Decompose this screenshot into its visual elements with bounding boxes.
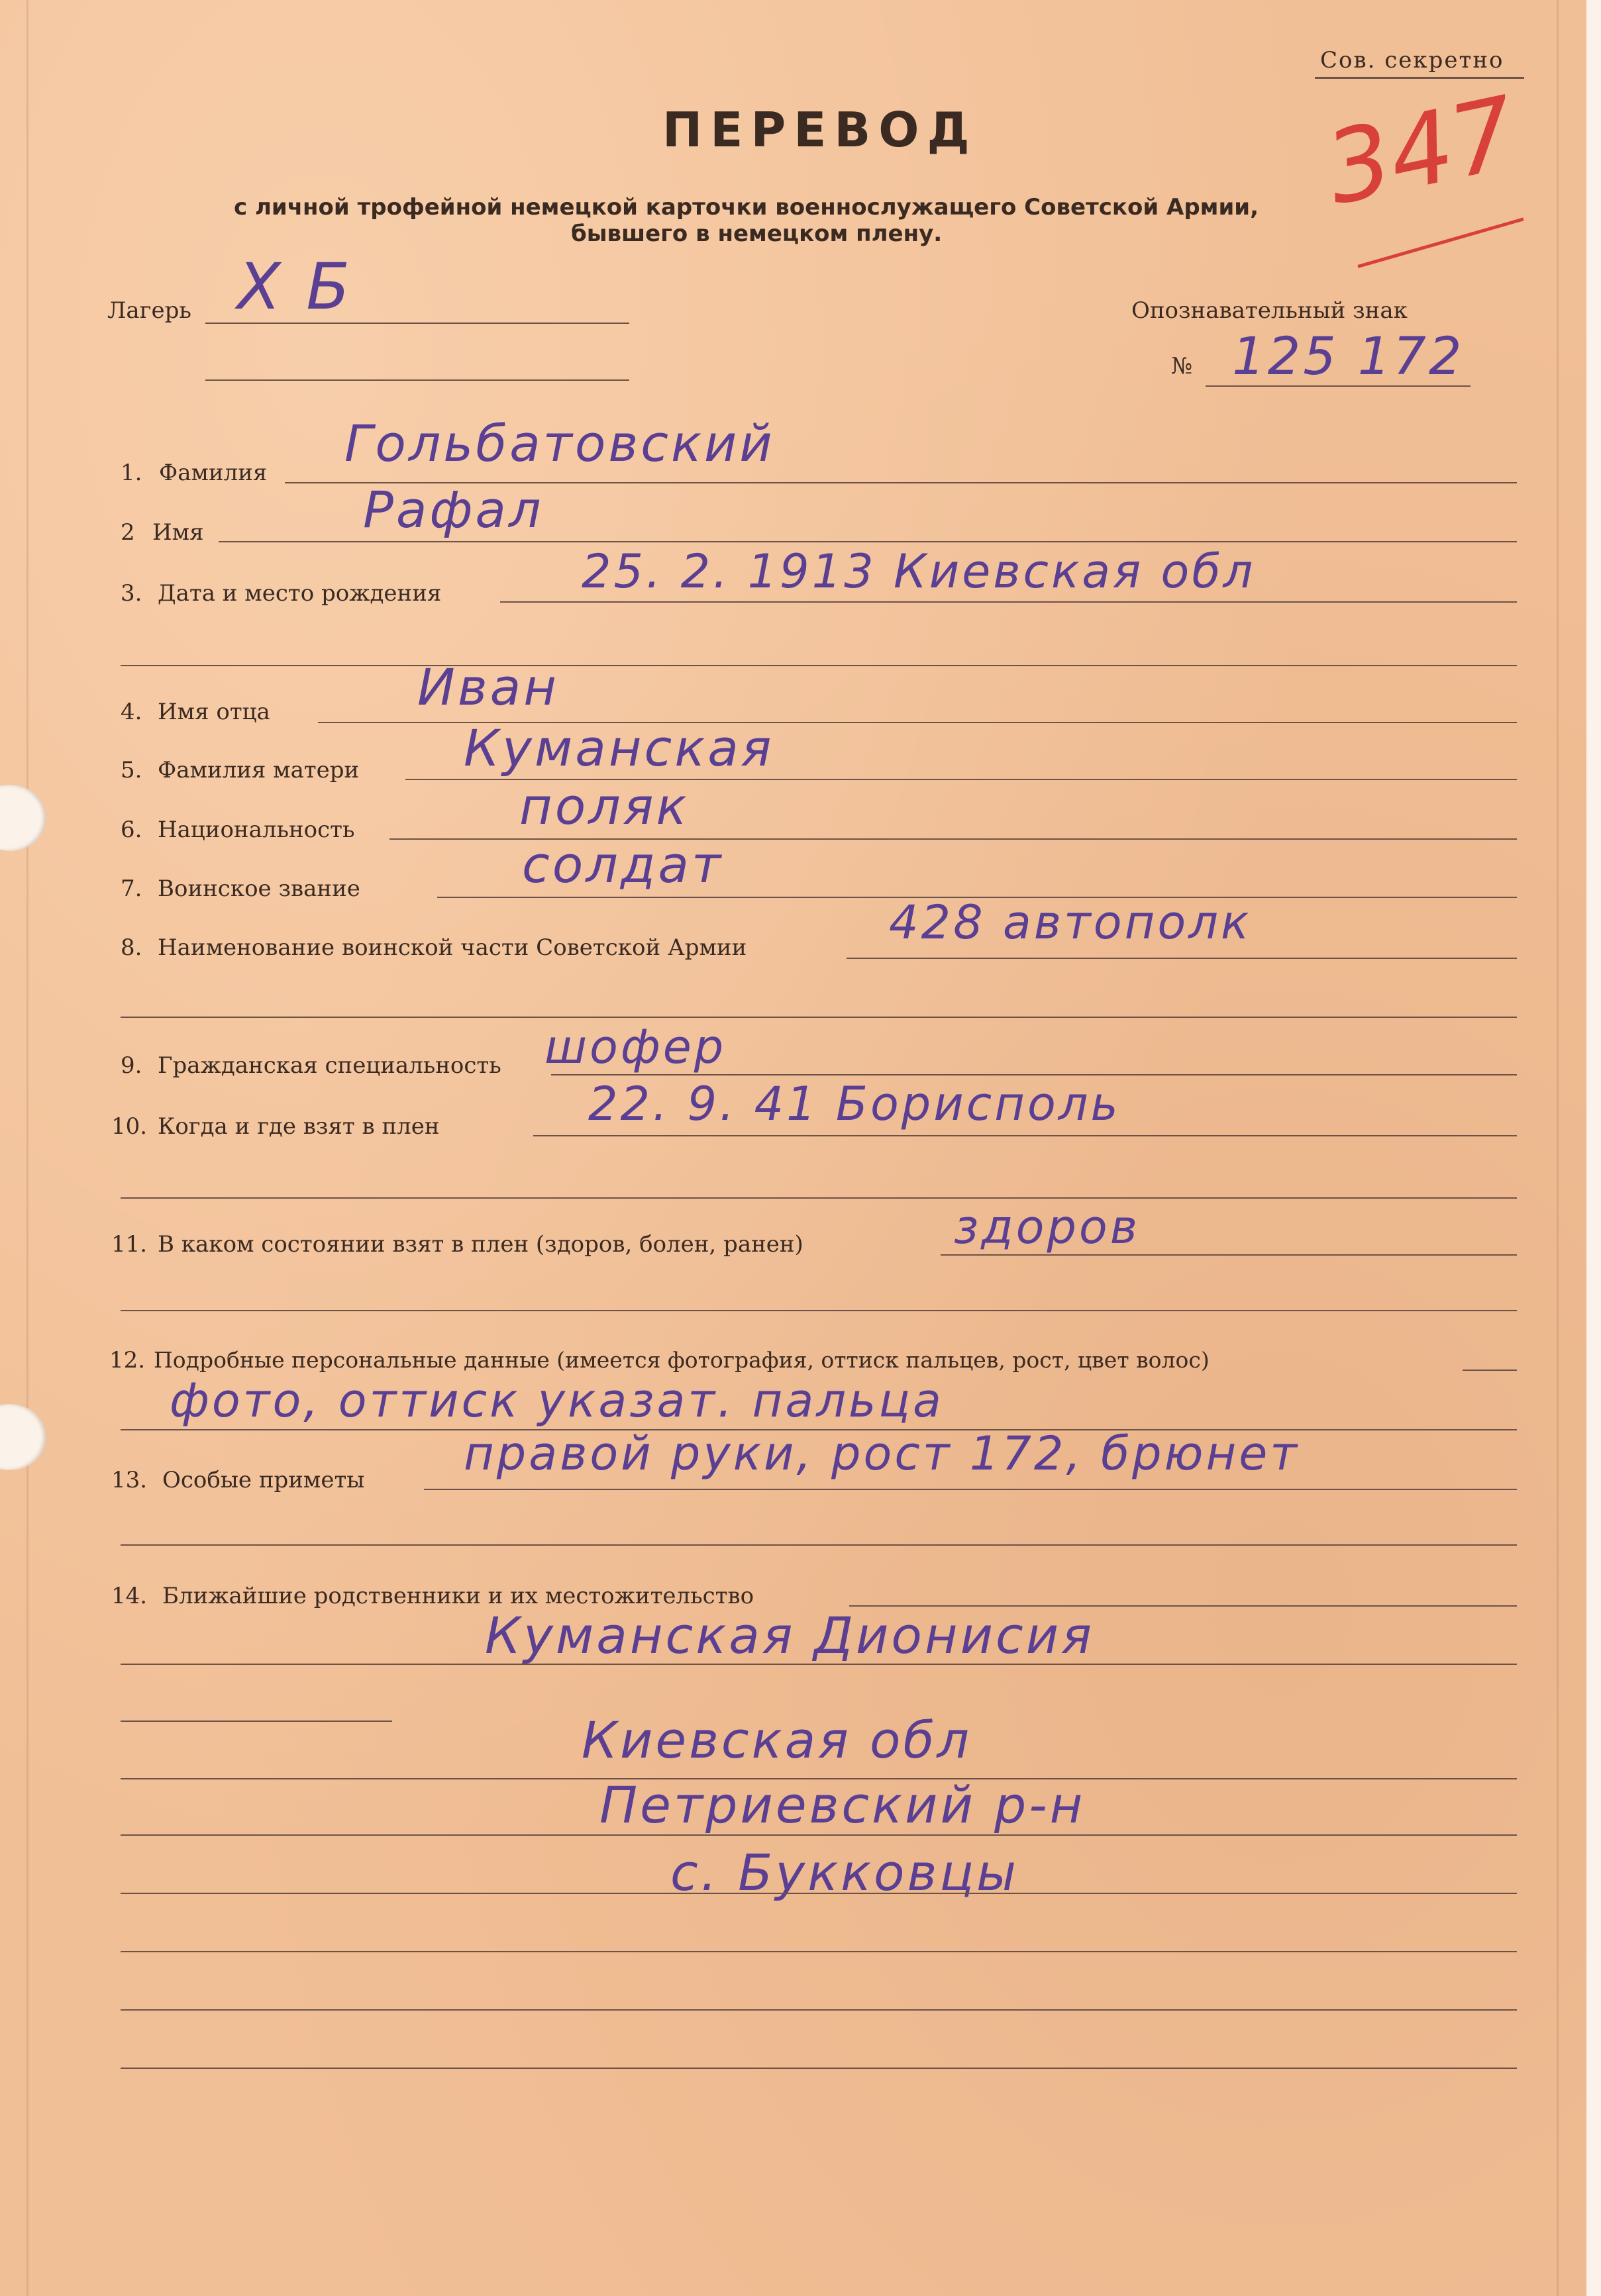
field-6-value: поляк xyxy=(519,777,690,836)
field-8-num: 8. xyxy=(121,934,142,961)
punch-hole xyxy=(0,785,46,851)
field-4-value: Иван xyxy=(417,658,559,717)
field-5-value: Куманская xyxy=(464,719,774,777)
field-10-line-2 xyxy=(121,1197,1517,1199)
field-11-line xyxy=(941,1254,1517,1256)
field-12-num: 12. xyxy=(109,1347,146,1373)
address-line-2 xyxy=(121,1834,1517,1836)
relatives-address-line-3: с. Букковцы xyxy=(670,1843,1019,1902)
scan-margin xyxy=(1586,0,1601,2296)
id-tag-label: Опознавательный знак xyxy=(1131,297,1408,324)
camp-line-2 xyxy=(205,379,629,381)
field-7-value: солдат xyxy=(522,835,724,894)
paper-crease xyxy=(1557,0,1559,2296)
field-8-value: 428 автополк xyxy=(889,895,1252,950)
field-2-value: Рафал xyxy=(363,480,544,539)
field-4-label: Имя отца xyxy=(158,699,270,725)
field-8-line-2 xyxy=(121,1017,1517,1018)
field-1-label: Фамилия xyxy=(159,460,268,486)
blank-line xyxy=(121,1951,1517,1952)
field-8-label: Наименование воинской части Советской Армии xyxy=(158,934,747,961)
classification-stamp: Сов. секретно xyxy=(1320,47,1504,74)
field-2-num: 2 xyxy=(121,519,135,546)
field-14-line-3 xyxy=(121,1721,392,1722)
field-14-line-2 xyxy=(121,1664,1517,1665)
field-12-line xyxy=(1463,1370,1517,1371)
field-11-line-2 xyxy=(121,1310,1517,1311)
red-annotation-number: 347 xyxy=(1316,75,1526,228)
field-1-num: 1. xyxy=(121,460,142,486)
field-2-line xyxy=(219,541,1517,542)
document-subtitle-line1: с личной трофейной немецкой карточки военнослужащего Советской Армии, xyxy=(234,194,1259,221)
field-13-line-2 xyxy=(121,1544,1517,1546)
field-14-label: Ближайшие родственники и их местожительство xyxy=(162,1583,754,1609)
field-3-line-2 xyxy=(121,665,1517,666)
id-tag-line xyxy=(1206,385,1471,387)
field-7-label: Воинское звание xyxy=(158,875,360,902)
field-3-num: 3. xyxy=(121,580,142,607)
field-14-value: Куманская Дионисия xyxy=(485,1606,1094,1665)
camp-line xyxy=(205,323,629,324)
field-9-value: шофер xyxy=(544,1020,727,1074)
paper-crease xyxy=(26,0,28,2296)
document-subtitle-line2: бывшего в немецком плену. xyxy=(571,221,943,247)
relatives-address-line-1: Киевская обл xyxy=(582,1711,972,1770)
field-12-label: Подробные персональные данные (имеется фотография, оттиск пальцев, рост, цвет волос) xyxy=(154,1347,1210,1373)
field-9-label: Гражданская специальность xyxy=(158,1052,501,1079)
field-3-label: Дата и место рождения xyxy=(158,580,442,607)
field-11-label: В каком состоянии взят в плен (здоров, болен, ранен) xyxy=(158,1231,803,1258)
blank-line xyxy=(121,2009,1517,2011)
field-10-line xyxy=(533,1135,1517,1136)
camp-label: Лагерь xyxy=(107,297,191,324)
field-1-value: Гольбатовский xyxy=(344,414,775,473)
relatives-address-line-2: Петриевский р-н xyxy=(599,1775,1086,1834)
field-3-line xyxy=(500,601,1517,603)
field-3-value: 25. 2. 1913 Киевская обл xyxy=(582,544,1256,599)
field-5-num: 5. xyxy=(121,757,142,783)
camp-value: Х Б xyxy=(237,250,353,324)
field-7-num: 7. xyxy=(121,875,142,902)
field-5-label: Фамилия матери xyxy=(158,757,360,783)
field-6-num: 6. xyxy=(121,817,142,843)
field-10-value: 22. 9. 41 Борисполь xyxy=(588,1077,1121,1131)
id-tag-number-sign: № xyxy=(1171,353,1193,379)
field-13-value: правой руки, рост 172, брюнет xyxy=(464,1426,1300,1481)
field-4-num: 4. xyxy=(121,699,142,725)
field-6-label: Национальность xyxy=(158,817,355,843)
field-10-label: Когда и где взят в плен xyxy=(158,1113,440,1140)
document-title: ПЕРЕВОД xyxy=(662,102,978,158)
field-9-line xyxy=(551,1074,1517,1075)
punch-hole xyxy=(0,1404,46,1470)
id-tag-value: 125 172 xyxy=(1232,327,1465,387)
field-11-value: здоров xyxy=(954,1200,1140,1254)
field-11-num: 11. xyxy=(111,1231,148,1258)
field-13-label: Особые приметы xyxy=(162,1467,365,1493)
field-2-label: Имя xyxy=(152,519,204,546)
field-14-num: 14. xyxy=(111,1583,148,1609)
address-line-3 xyxy=(121,1893,1517,1894)
field-12-value: фото, оттиск указат. пальца xyxy=(170,1373,944,1428)
blank-line xyxy=(121,2068,1517,2069)
field-8-line xyxy=(847,958,1517,959)
field-9-num: 9. xyxy=(121,1052,142,1079)
field-10-num: 10. xyxy=(111,1113,148,1140)
field-13-line xyxy=(424,1489,1517,1490)
red-annotation-stroke xyxy=(1357,217,1524,268)
field-13-num: 13. xyxy=(111,1467,148,1493)
